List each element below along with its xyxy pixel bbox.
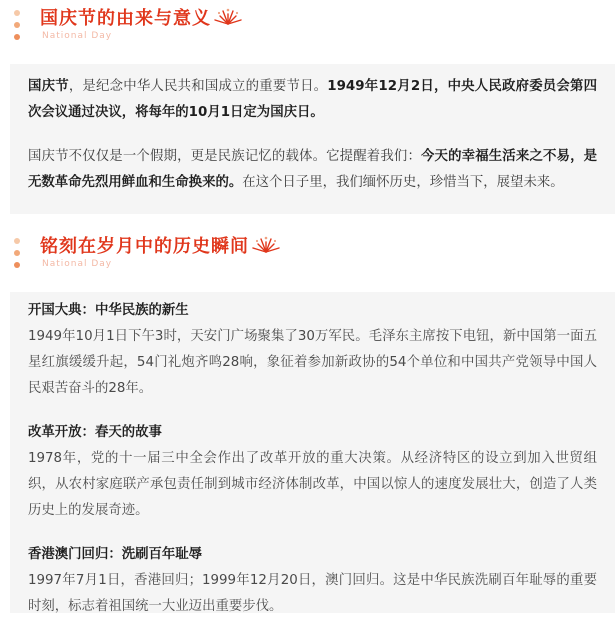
- origin-paragraph-2: [28, 144, 597, 196]
- emphasis-text: 今天的幸福生活来之不易，是无数革命先烈用鲜血和生命换来的。: [28, 149, 598, 190]
- section-title: 国庆节的由来与意义: [40, 8, 211, 29]
- history-item: [28, 542, 597, 620]
- body-text: 在这个日子里，我们缅怀历史，珍惜当下，展望未来。: [242, 175, 564, 190]
- history-item: [28, 298, 597, 402]
- history-item-body: 1978年，党的十一届三中全会作出了改革开放的重大决策。从经济特区的设立到加入世贸组织，从农村家庭联产承包责任制到城市经济体制改革，中国以惊人的速度发展壮大，创造了人类历史上的发展奇迹。: [28, 451, 597, 518]
- history-card: [10, 292, 615, 613]
- history-item-body: 1997年7月1日，香港回归；1999年12月20日，澳门回归。这是中华民族洗刷百年耻辱的重要时刻，标志着祖国统一大业迈出重要步伐。: [28, 573, 597, 614]
- history-item-heading: 改革开放：春天的故事: [28, 425, 162, 440]
- section-title: 铭刻在岁月中的历史瞬间: [40, 236, 249, 257]
- origin-card: [10, 64, 615, 214]
- history-item-heading: 开国大典：中华民族的新生: [28, 303, 189, 318]
- section-header-origin: [0, 0, 615, 52]
- section-subtitle: National Day: [42, 31, 113, 41]
- emphasis-text: 国庆节: [28, 79, 69, 94]
- firework-icon: [248, 228, 284, 254]
- body-text: ，是纪念中华人民共和国成立的重要节日。: [68, 79, 328, 94]
- decorative-dots: [14, 10, 22, 46]
- history-item: [28, 420, 597, 524]
- section-header-history: [0, 228, 615, 280]
- section-subtitle: National Day: [42, 259, 113, 269]
- body-text: 国庆节不仅仅是一个假期，更是民族记忆的载体。它提醒着我们：: [28, 149, 421, 164]
- decorative-dots: [14, 238, 22, 274]
- firework-icon: [210, 0, 246, 26]
- history-item-body: 1949年10月1日下午3时，天安门广场聚集了30万军民。毛泽东主席按下电钮，新中国第一面五星红旗缓缓升起，54门礼炮齐鸣28响，象征着参加新政协的54个单位和中国共产党领导中国人民艰苦奋斗的28年。: [28, 329, 597, 396]
- emphasis-text: 1949年12月2日，中央人民政府委员会第四次会议通过决议，将每年的10月1日定为国庆日。: [28, 79, 597, 120]
- history-item-heading: 香港澳门回归：洗刷百年耻辱: [28, 547, 203, 562]
- origin-paragraph-1: [28, 74, 597, 126]
